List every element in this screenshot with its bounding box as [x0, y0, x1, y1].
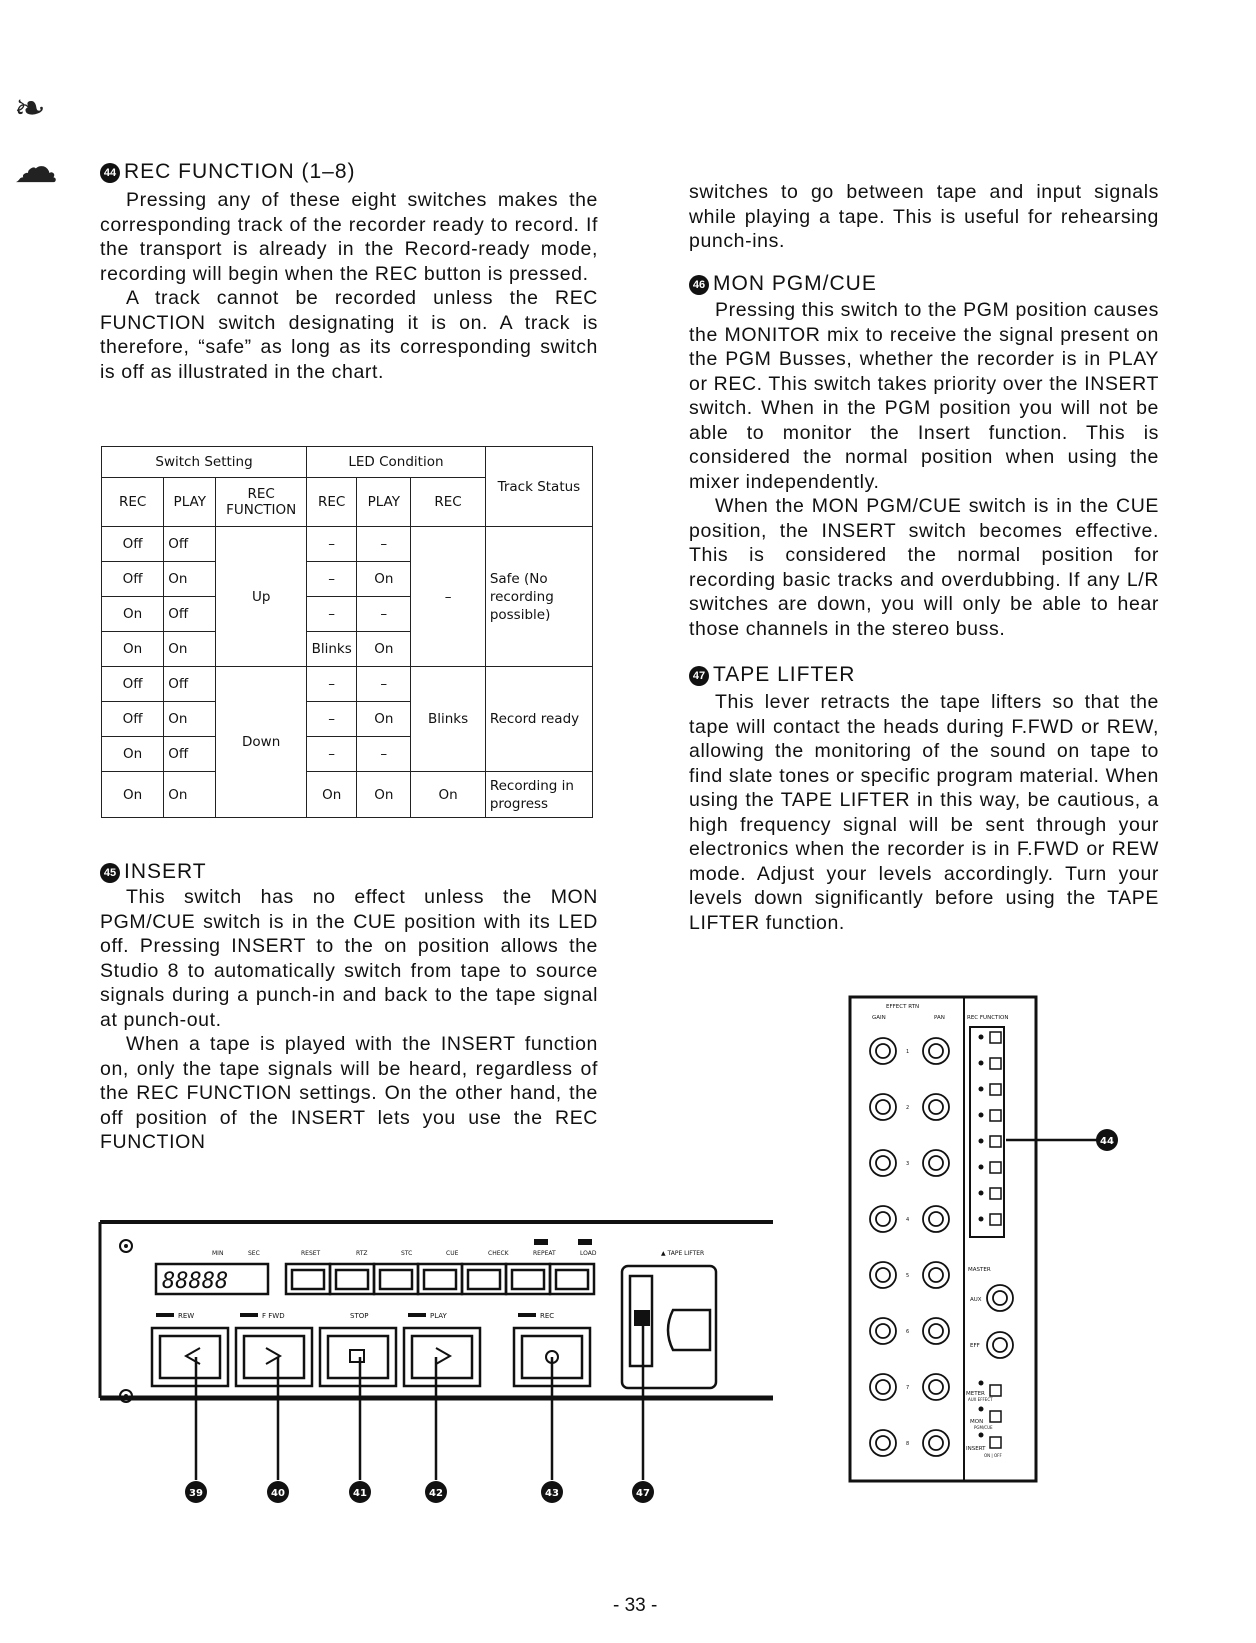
callout-43: 43 — [545, 1488, 559, 1499]
callout-42: 42 — [429, 1488, 443, 1499]
gain-label: GAIN — [872, 1015, 886, 1021]
paragraph: When the MON PGM/CUE switch is in the CUE position, the INSERT switch becomes effective. This is considered the normal position for recording basic tracks and overdubbing. If any L/R switches are down, you will only be able to hear those channels in the stereo buss. — [689, 495, 1159, 640]
paragraph: Pressing this switch to the PGM position causes the MONITOR mix to receive the signal present on the PGM Busses, whether the recorder is in PLAY or REC. This switch takes priority over the INSERT switch. When in the PGM position you will not be able to monitor the Insert function. This is considered the normal position when using the mixer independently. — [689, 299, 1159, 493]
cell: On — [102, 772, 164, 818]
cell: On — [307, 772, 357, 818]
gain-knob — [870, 1094, 896, 1120]
insert-switch — [990, 1437, 1001, 1448]
cell: Off — [102, 702, 164, 737]
pan-knob — [923, 1430, 949, 1456]
pan-knob — [923, 1374, 949, 1400]
heading-text: TAPE LIFTER — [713, 663, 856, 686]
eff-label: EFF — [970, 1343, 980, 1349]
cell: Off — [164, 597, 216, 632]
rec-function-switch — [990, 1162, 1001, 1173]
cell: Blinks — [411, 667, 485, 772]
paragraph: This switch has no effect unless the MON PGM/CUE switch is in the CUE position with its LED off. Pressing INSERT to the on position allows the Studio 8 to automatically switch from tape to source signals during a punch-in and back to the tape signal at punch-out. — [100, 886, 598, 1031]
cell: On — [411, 772, 485, 818]
cell: – — [307, 527, 357, 562]
channel-number: 6 — [906, 1329, 910, 1335]
heading-text: REC FUNCTION (1–8) — [124, 160, 356, 183]
cell: Blinks — [307, 632, 357, 667]
mon-heading — [689, 272, 877, 296]
label-reset: RESET — [301, 1250, 321, 1257]
rec-function-switch — [990, 1136, 1001, 1147]
gain-knob — [870, 1262, 896, 1288]
label-min: MIN — [212, 1250, 224, 1257]
gain-knob — [870, 1150, 896, 1176]
pan-label: PAN — [934, 1015, 945, 1021]
channel-number: 7 — [906, 1385, 910, 1391]
rec-function-switch — [990, 1058, 1001, 1069]
cell: Record ready — [485, 667, 592, 772]
cell: – — [307, 667, 357, 702]
gain-knob — [870, 1318, 896, 1344]
margin-scan-mark: ❧ — [14, 88, 46, 130]
table-group-header: Switch Setting — [102, 447, 307, 478]
insert-body — [100, 885, 598, 1155]
rec-function-switch — [990, 1214, 1001, 1225]
label-cue: CUE — [446, 1250, 459, 1257]
table-header: PLAY — [357, 478, 411, 527]
cell: Off — [102, 562, 164, 597]
table-header: REC FUNCTION — [216, 478, 307, 527]
pan-knob — [923, 1206, 949, 1232]
pan-knob — [923, 1262, 949, 1288]
mon-label: MON — [970, 1419, 984, 1425]
tape-lifter-body — [689, 690, 1159, 935]
label-load: LOAD — [580, 1250, 597, 1257]
cell: Down — [216, 667, 307, 818]
callout-badge: 46 — [689, 275, 709, 295]
gain-knob — [870, 1430, 896, 1456]
rec-function-switch — [990, 1110, 1001, 1121]
rec-function-heading — [100, 160, 356, 184]
cell: On — [164, 772, 216, 818]
cell: Up — [216, 527, 307, 667]
paragraph: This lever retracts the tape lifters so that the tape will contact the heads during F.FWD or REW, allowing the monitoring of the sound on tape to find slate tones or specific program material. When using the TAPE LIFTER in this way, be cautious, a high frequency signal will be sent through your electronics when the recorder is in F.FWD or REW mode. Adjust your levels accordingly. Turn your levels down significantly before using the TAPE LIFTER function. — [689, 691, 1159, 934]
cell: – — [307, 597, 357, 632]
cell: Off — [164, 527, 216, 562]
cell: Off — [164, 667, 216, 702]
page-number: - 33 - — [613, 1595, 658, 1616]
callout-badge: 45 — [100, 863, 120, 883]
channel-number: 8 — [906, 1441, 910, 1447]
cell: On — [102, 597, 164, 632]
pan-knob — [923, 1038, 949, 1064]
table-row — [102, 527, 593, 562]
insert-label: INSERT — [966, 1446, 986, 1452]
cell: – — [357, 527, 411, 562]
table-group-header: LED Condition — [307, 447, 486, 478]
ffwd-label: F FWD — [262, 1312, 285, 1320]
cell: Off — [102, 527, 164, 562]
meter-sub-label: AUX EFFECT — [968, 1397, 993, 1402]
gain-knob — [870, 1206, 896, 1232]
master-label: MASTER — [968, 1267, 991, 1273]
cell: On — [357, 772, 411, 818]
cell: – — [357, 667, 411, 702]
channel-number: 3 — [906, 1161, 910, 1167]
callout-41: 41 — [353, 1488, 367, 1499]
stop-label: STOP — [350, 1312, 369, 1320]
cell: – — [307, 562, 357, 597]
rec-label: REC — [540, 1312, 555, 1320]
callout-badge: 47 — [689, 666, 709, 686]
table-header: Track Status — [485, 447, 592, 527]
cell: On — [357, 562, 411, 597]
cell: – — [357, 737, 411, 772]
switch-led-table — [101, 446, 593, 818]
channel-number: 4 — [906, 1217, 910, 1223]
cell: – — [357, 597, 411, 632]
eff-master-knob — [987, 1332, 1013, 1358]
rec-function-switch — [990, 1188, 1001, 1199]
rec-function-switch — [990, 1084, 1001, 1095]
mon-switch — [990, 1411, 1001, 1422]
margin-scan-mark: ☁ — [14, 143, 58, 192]
pan-knob — [923, 1094, 949, 1120]
table-header: REC — [307, 478, 357, 527]
gain-knob — [870, 1374, 896, 1400]
table-header: REC — [102, 478, 164, 527]
paragraph: When a tape is played with the INSERT function on, only the tape signals will be heard, regardless of the REC FUNCTION settings. On the other hand, the off position of the INSERT lets you use the REC FUNCTION — [100, 1033, 598, 1153]
cell: On — [102, 632, 164, 667]
channel-number: 2 — [906, 1105, 910, 1111]
paragraph: switches to go between tape and input signals while playing a tape. This is useful for rehearsing punch-ins. — [689, 181, 1159, 252]
channel-number: 1 — [906, 1049, 910, 1055]
insert-continued — [689, 180, 1159, 254]
cell: – — [307, 702, 357, 737]
meter-label: METER — [966, 1391, 985, 1397]
cell: Off — [102, 667, 164, 702]
aux-label: AUX — [970, 1297, 982, 1303]
paragraph: A track cannot be recorded unless the REC FUNCTION switch designating it is on. A track is therefore, “safe” as long as its corresponding switch is off as illustrated in the chart. — [100, 287, 598, 383]
insert-sub-label: ON | OFF — [984, 1453, 1002, 1458]
heading-text: MON PGM/CUE — [713, 272, 877, 295]
callout-badge: 44 — [100, 163, 120, 183]
paragraph: Pressing any of these eight switches makes the corresponding track of the recorder ready to record. If the transport is already in the Record-ready mode, recording will begin when the REC button is pressed. — [100, 189, 598, 285]
cell: On — [357, 632, 411, 667]
table-row — [102, 667, 593, 702]
gain-knob — [870, 1038, 896, 1064]
rew-label: REW — [178, 1312, 195, 1320]
callout-44: 44 — [1100, 1136, 1114, 1147]
table-header: PLAY — [164, 478, 216, 527]
transport-diagram — [98, 1210, 778, 1510]
tape-lifter-heading — [689, 663, 855, 687]
mon-body — [689, 298, 1159, 641]
pan-knob — [923, 1150, 949, 1176]
callout-39: 39 — [189, 1488, 203, 1499]
insert-heading — [100, 860, 207, 884]
heading-text: INSERT — [124, 860, 207, 883]
effect-rtn-label: EFFECT RTN — [886, 1004, 920, 1010]
cell: Off — [164, 737, 216, 772]
rec-function-body — [100, 188, 598, 384]
mon-sub-label: PGM/CUE — [974, 1425, 993, 1430]
meter-switch — [990, 1385, 1001, 1396]
rec-function-label: REC FUNCTION — [967, 1015, 1009, 1021]
cell: – — [307, 737, 357, 772]
cell: – — [411, 527, 485, 667]
callout-47: 47 — [636, 1488, 650, 1499]
table-header: REC — [411, 478, 485, 527]
mixer-diagram — [848, 995, 1118, 1485]
aux-master-knob — [987, 1285, 1013, 1311]
cell: On — [102, 737, 164, 772]
cell: Recording in progress — [485, 772, 592, 818]
label-check: CHECK — [488, 1250, 509, 1257]
pan-knob — [923, 1318, 949, 1344]
play-label: PLAY — [430, 1312, 447, 1320]
table-row — [102, 772, 593, 818]
label-tape-lifter: ▲ TAPE LIFTER — [661, 1250, 705, 1257]
callout-40: 40 — [271, 1488, 285, 1499]
label-rtz: RTZ — [356, 1250, 368, 1257]
cell: Safe (No recording possible) — [485, 527, 592, 667]
channel-number: 5 — [906, 1273, 910, 1279]
counter-digits: 88888 — [162, 1269, 229, 1294]
rec-function-switch — [990, 1032, 1001, 1043]
cell: On — [164, 632, 216, 667]
label-sec: SEC — [248, 1250, 260, 1257]
cell: On — [164, 562, 216, 597]
label-stc: STC — [401, 1250, 413, 1257]
cell: On — [357, 702, 411, 737]
label-repeat: REPEAT — [533, 1250, 556, 1257]
cell: On — [164, 702, 216, 737]
